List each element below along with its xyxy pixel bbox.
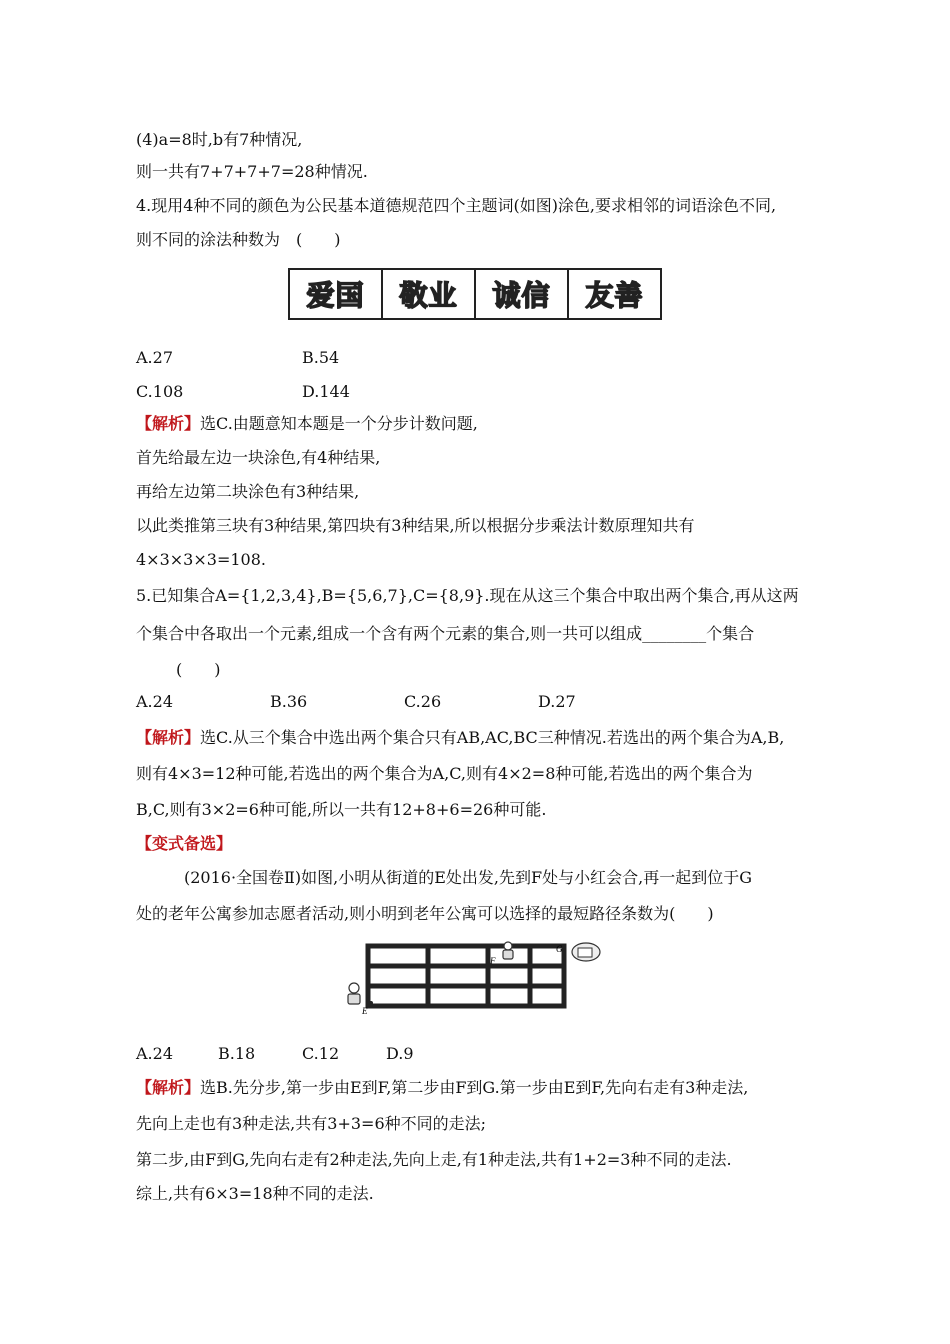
option-d: D.9 <box>386 1044 414 1063</box>
solution-line: B,C,则有3×2=6种可能,所以一共有12+8+6=26种可能. <box>136 800 547 819</box>
solution-line: 则有4×3=12种可能,若选出的两个集合为A,C,则有4×2=8种可能,若选出的两个集合为 <box>136 764 753 783</box>
variant-line: (2016·全国卷Ⅱ)如图,小明从街道的E处出发,先到F处与小红会合,再一起到位于G <box>184 868 752 887</box>
option-b: B.18 <box>218 1044 256 1063</box>
word-cell: 友善 <box>585 279 644 312</box>
text-line: 则一共有7+7+7+7=28种情况. <box>136 162 368 181</box>
variant-line: 处的老年公寓参加志愿者活动,则小明到老年公寓可以选择的最短路径条数为( ) <box>136 904 714 923</box>
solution-text: 选C.由题意知本题是一个分步计数问题, <box>200 414 478 433</box>
option-a: A.24 <box>136 692 173 711</box>
question-5-line: 个集合中各取出一个元素,组成一个含有两个元素的集合,则一共可以组成________个集合 <box>136 624 755 643</box>
variant-tag: 【变式备选】 <box>136 834 233 853</box>
option-b: B.54 <box>302 348 340 367</box>
word-cell: 爱国 <box>290 270 383 318</box>
option-a: A.24 <box>136 1044 173 1063</box>
question-5-line: ( ) <box>176 660 221 679</box>
text-line: (4)a=8时,b有7种情况, <box>136 130 303 149</box>
label-g: G <box>556 944 563 954</box>
option-a: A.27 <box>136 348 173 367</box>
solution-text: 选C.从三个集合中选出两个集合只有AB,AC,BC三种情况.若选出的两个集合为A,B, <box>200 728 785 747</box>
solution-line: 4×3×3×3=108. <box>136 550 266 569</box>
solution-line <box>136 1078 748 1098</box>
word-cell: 诚信 <box>476 270 569 318</box>
street-grid-figure <box>340 936 620 1016</box>
option-c: C.12 <box>302 1044 340 1063</box>
solution-line: 再给左边第二块涂色有3种结果, <box>136 482 360 501</box>
option-c: C.108 <box>136 382 184 401</box>
word-cell: 敬业 <box>383 270 476 318</box>
label-f: F <box>490 956 496 966</box>
analysis-tag: 【解析】 <box>136 1078 201 1097</box>
solution-line: 首先给最左边一块涂色,有4种结果, <box>136 448 381 467</box>
option-d: D.144 <box>302 382 350 401</box>
option-b: B.36 <box>270 692 308 711</box>
theme-words-figure <box>288 268 662 320</box>
analysis-tag: 【解析】 <box>136 728 201 747</box>
question-5-line: 5.已知集合A={1,2,3,4},B={5,6,7},C={8,9}.现在从这三个集合中取出两个集合,再从这两 <box>136 586 799 605</box>
solution-line <box>136 728 784 748</box>
analysis-tag: 【解析】 <box>136 414 201 433</box>
solution-line: 以此类推第三块有3种结果,第四块有3种结果,所以根据分步乘法计数原理知共有 <box>136 516 695 535</box>
option-d: D.27 <box>538 692 576 711</box>
label-e: E <box>362 1006 368 1016</box>
solution-line: 综上,共有6×3=18种不同的走法. <box>136 1184 374 1203</box>
question-4-line: 则不同的涂法种数为 ( ) <box>136 230 341 249</box>
apartment-g-icon <box>572 943 600 961</box>
person-e-icon <box>348 983 360 1004</box>
question-4-line: 4.现用4种不同的颜色为公民基本道德规范四个主题词(如图)涂色,要求相邻的词语涂色不同, <box>136 196 777 215</box>
person-f-icon <box>503 942 513 959</box>
variant-heading <box>136 834 232 854</box>
solution-text: 选B.先分步,第一步由E到F,第二步由F到G.第一步由E到F,先向右走有3种走法, <box>200 1078 749 1097</box>
solution-line: 先向上走也有3种走法,共有3+3=6种不同的走法; <box>136 1114 487 1133</box>
option-c: C.26 <box>404 692 442 711</box>
solution-line <box>136 414 478 434</box>
solution-line: 第二步,由F到G,先向右走有2种走法,先向上走,有1种走法,共有1+2=3种不同的走法. <box>136 1150 732 1169</box>
